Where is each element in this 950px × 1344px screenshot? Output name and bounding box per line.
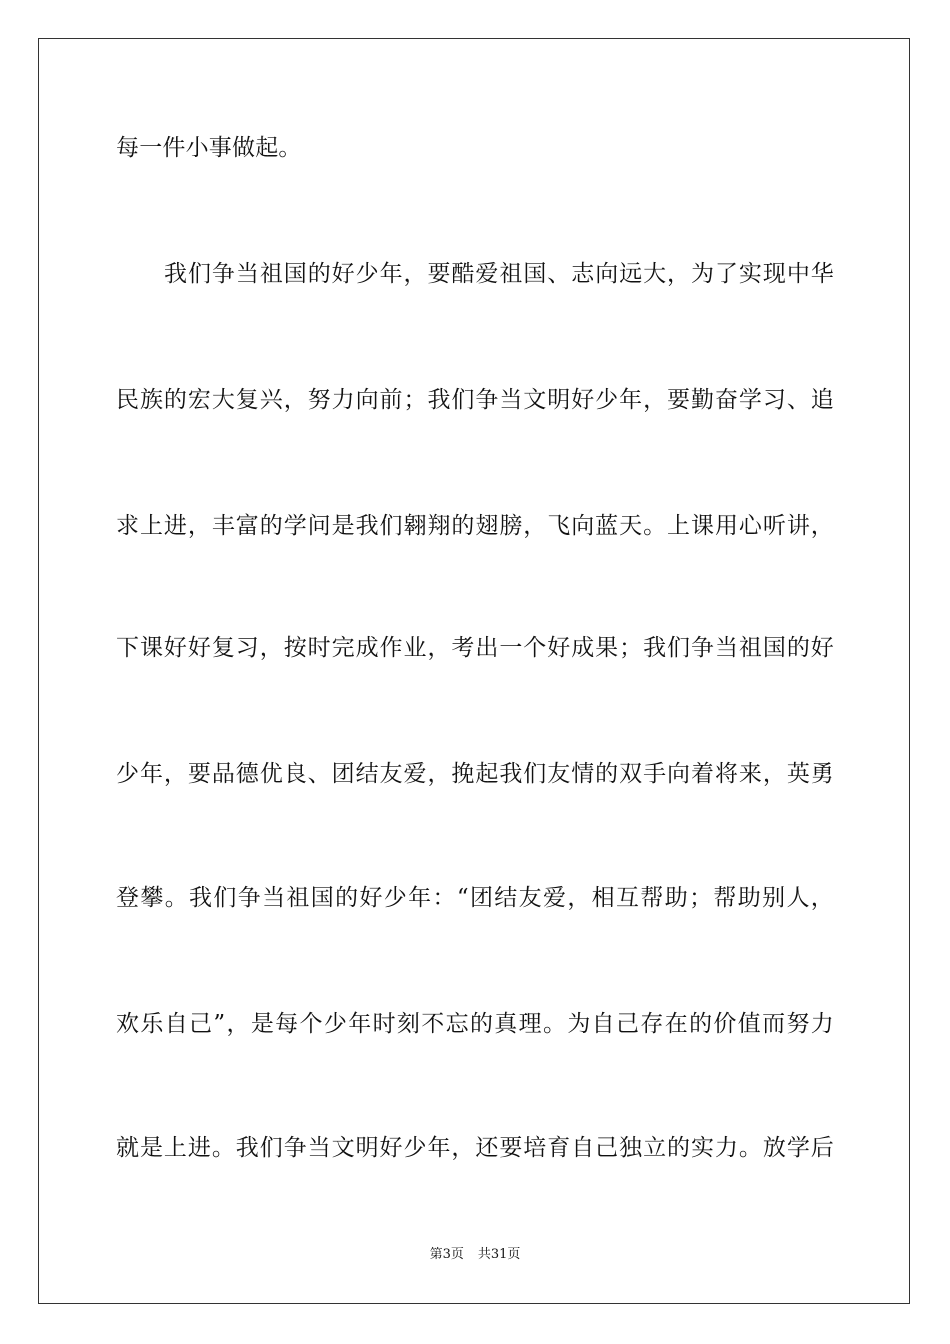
text-line-2: 我们争当祖国的好少年，要酷爱祖国、志向远大，为了实现中华 <box>164 261 834 287</box>
text-line-6: 少年，要品德优良、团结友爱，挽起我们友情的双手向着将来，英勇 <box>116 761 834 787</box>
text-line-9: 就是上进。我们争当文明好少年，还要培育自己独立的实力。放学后 <box>116 1135 834 1161</box>
text-line-8: 欢乐自己”，是每个少年时刻不忘的真理。为自己存在的价值而努力 <box>116 1011 834 1037</box>
page-total: 共31页 <box>477 1247 521 1262</box>
text-line-7: 登攀。我们争当祖国的好少年：“团结友爱，相互帮助；帮助别人， <box>116 885 834 911</box>
page-border <box>38 38 910 1304</box>
page-number: 第3页 <box>429 1247 464 1262</box>
text-line-3: 民族的宏大复兴，努力向前；我们争当文明好少年，要勤奋学习、追 <box>116 387 834 413</box>
text-line-5: 下课好好复习，按时完成作业，考出一个好成果；我们争当祖国的好 <box>116 635 834 661</box>
page-footer <box>0 1246 950 1264</box>
text-line-1: 每一件小事做起。 <box>116 135 302 161</box>
text-line-4: 求上进，丰富的学问是我们翱翔的翅膀，飞向蓝天。上课用心听讲， <box>116 513 834 539</box>
